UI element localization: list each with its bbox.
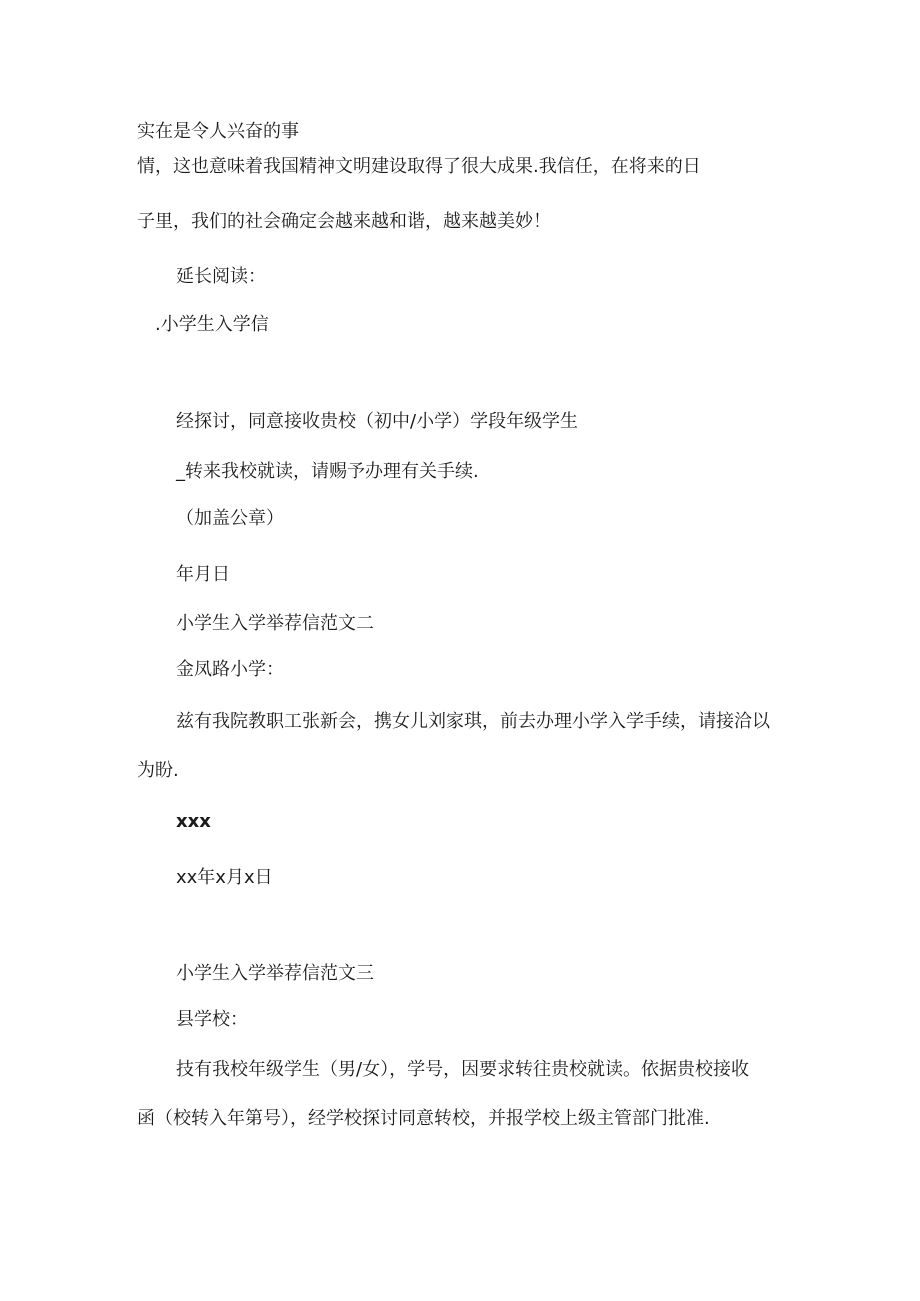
text-line-body-2a: 兹有我院教职工张新会，携女儿刘家琪，前去办理小学入学手续，请接洽以 — [176, 711, 770, 732]
text-line-2: 情，这也意味着我国精神文明建设取得了很大成果.我信任，在将来的日 — [137, 156, 701, 177]
text-line-date-placeholder: 年月日 — [176, 564, 230, 585]
text-line-date: xx年x月x日 — [176, 867, 273, 888]
text-line-addressee-1: 金凤路小学： — [176, 659, 284, 680]
text-line-official-seal: （加盖公章） — [176, 508, 284, 529]
text-line-1: 实在是令人兴奋的事 — [137, 121, 299, 142]
text-line-body-2b: 为盼. — [137, 760, 179, 781]
text-line-signature: xxx — [176, 811, 211, 832]
text-line-3: 子里，我们的社会确定会越来越和谐，越来越美妙！ — [137, 211, 551, 232]
text-line-paragraph-1: 经探讨，同意接收贵校（初中/小学）学段年级学生 — [176, 411, 579, 432]
text-line-paragraph-2: _转来我校就读，请赐予办理有关手续. — [176, 461, 479, 482]
text-line-heading-sample-3: 小学生入学举荐信范文三 — [176, 963, 374, 984]
text-line-extended-reading: 延长阅读： — [176, 266, 266, 287]
text-line-body-3b: 函（校转入年第号），经学校探讨同意转校，并报学校上级主管部门批准. — [137, 1108, 710, 1129]
text-line-body-3a: 技有我校年级学生（男/女），学号，因要求转往贵校就读。依据贵校接收 — [176, 1059, 750, 1080]
text-line-section-heading: .小学生入学信 — [155, 314, 269, 335]
text-line-addressee-2: 县学校： — [176, 1009, 248, 1030]
text-line-heading-sample-2: 小学生入学举荐信范文二 — [176, 613, 374, 634]
